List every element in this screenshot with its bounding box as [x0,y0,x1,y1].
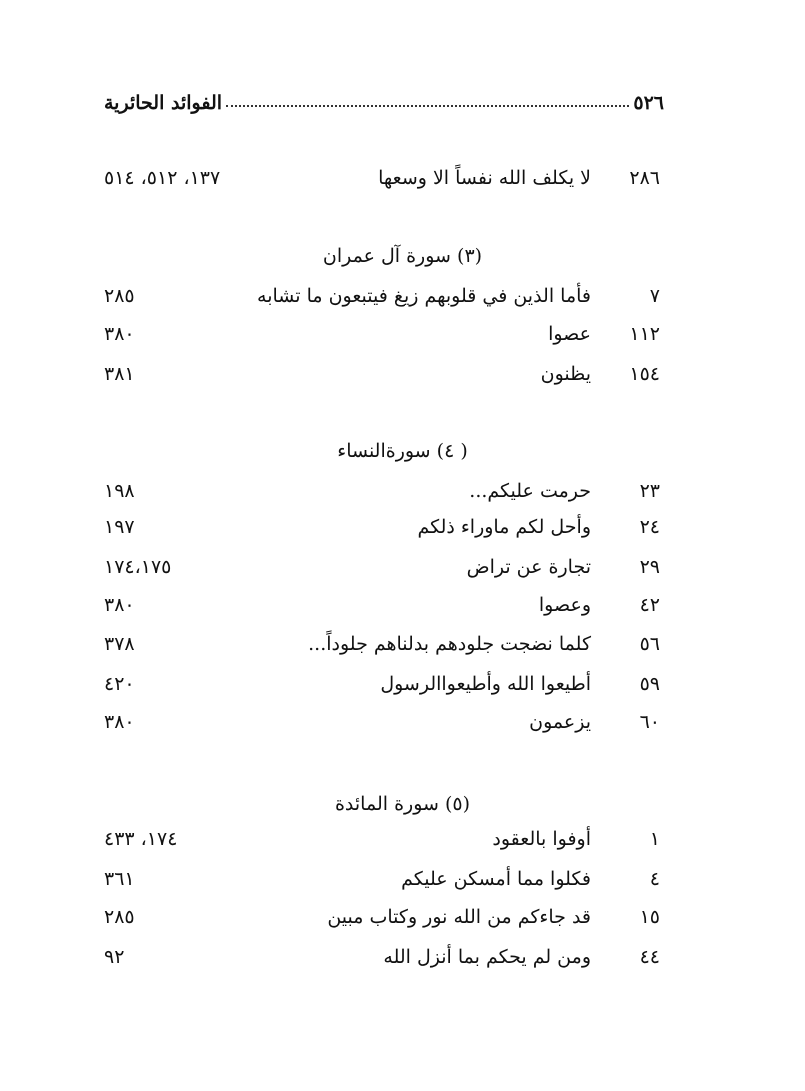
leader-dots [226,104,629,107]
verse-text: فكلوا مما أمسكن عليكم [401,868,591,890]
verse-number: ١١٢ [629,323,660,345]
verse-text: أوفوا بالعقود [492,828,591,850]
index-row [0,633,805,669]
verse-number: ٢٨٦ [629,167,660,189]
page-refs: ٢٨٥ [104,285,135,307]
verse-number: ٢٣ [639,480,660,502]
index-row [0,556,805,592]
page-refs: ٢٨٥ [104,906,135,928]
page-refs: ١٣٧، ٥١٢، ٥١٤ [104,167,221,189]
page-refs: ٣٧٨ [104,633,135,655]
index-row [0,167,805,203]
page-refs: ٤٢٠ [104,673,135,695]
verse-text: عصوا [548,323,591,345]
index-row [0,516,805,552]
page-refs: ١٩٨ [104,480,135,502]
verse-number: ٦٠ [639,711,660,733]
verse-number: ١ [649,828,660,850]
verse-text: وأحل لكم ماوراء ذلكم [417,516,591,538]
index-row [0,946,805,982]
page-refs: ١٧٤،١٧٥ [104,556,172,578]
index-row [0,323,805,359]
page-number: ٥٢٦ [633,92,664,114]
verse-number: ٥٩ [639,673,660,695]
verse-text: وعصوا [538,594,591,616]
verse-number: ١٥ [639,906,660,928]
index-row [0,673,805,709]
verse-text: يزعمون [529,711,591,733]
verse-number: ٤٢ [639,594,660,616]
verse-number: ٢٩ [639,556,660,578]
index-row [0,285,805,321]
index-row [0,868,805,904]
page-refs: ٣٨٠ [104,323,135,345]
index-row [0,363,805,399]
verse-number: ٤ [649,868,660,890]
page-refs: ٣٨٠ [104,711,135,733]
verse-text: كلما نضجت جلودهم بدلناهم جلوداً... [308,633,591,655]
running-head [104,80,664,114]
page-refs: ٣٨١ [104,363,135,385]
surah-heading: (٥) سورة المائدة [334,793,471,815]
surah-heading: (٣) سورة آل عمران [322,245,483,267]
verse-number: ١٥٤ [629,363,660,385]
index-row [0,480,805,516]
book-title: الفوائد الحائرية [104,92,223,114]
page-refs: ١٩٧ [104,516,135,538]
verse-text: يظنون [540,363,591,385]
verse-text: ومن لم يحكم بما أنزل الله [383,946,591,968]
index-row [0,594,805,630]
index-row [0,828,805,864]
index-row [0,711,805,747]
surah-heading: ( ٤) سورةالنساء [337,440,468,462]
verse-number: ٢٤ [639,516,660,538]
verse-text: تجارة عن تراض [466,556,591,578]
page-refs: ١٧٤، ٤٣٣ [104,828,178,850]
verse-number: ٧ [649,285,660,307]
verse-text: لا يكلف الله نفساً الا وسعها [378,167,591,189]
page-refs: ٣٨٠ [104,594,135,616]
verse-number: ٥٦ [639,633,660,655]
verse-text: فأما الذين في قلوبهم زيغ فيتبعون ما تشابه [257,285,591,307]
index-row [0,906,805,942]
verse-number: ٤٤ [639,946,660,968]
verse-text: حرمت عليكم... [469,480,591,502]
page-refs: ٩٢ [104,946,125,968]
verse-text: أطيعوا الله وأطيعواالرسول [380,673,591,695]
verse-text: قد جاءكم من الله نور وكتاب مبين [327,906,591,928]
page-refs: ٣٦١ [104,868,135,890]
